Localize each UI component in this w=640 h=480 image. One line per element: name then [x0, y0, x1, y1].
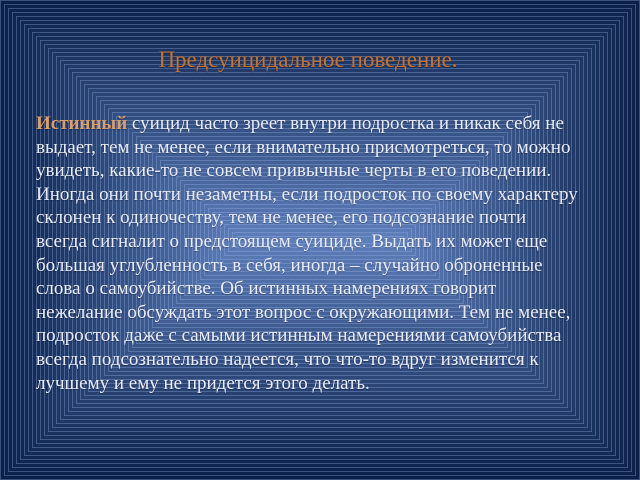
body-text-line: склонен к одиночеству, тем не менее, его подсознание почти	[36, 207, 527, 229]
body-text-line: подросток даже с самыми истинным намерениями самоубийства	[36, 325, 562, 347]
body-text-line: увидеть, какие-то не совсем привычные черты в его поведении.	[36, 160, 552, 182]
body-text-line: выдает, тем не менее, если внимательно присмотреться, то можно	[36, 136, 571, 158]
slide-title: Предсуицидальное поведение.	[158, 47, 458, 72]
body-text-line: лучшему и ему не придется этого делать.	[36, 372, 370, 394]
body-text-line: слова о самоубийстве. Об истинных намерениях говорит	[36, 278, 497, 300]
body-text-line: всегда сигналит о предстоящем суициде. Выдать их может еще	[36, 230, 548, 252]
body-text-segment: суицид часто зреет внутри подростка и никак себя не	[131, 113, 564, 134]
body-text-block	[36, 112, 614, 395]
body-text-line: большая углубленность в себя, иногда – случайно оброненные	[36, 254, 543, 276]
body-text-line: Иногда они почти незаметны, если подросток по своему характеру	[36, 183, 578, 205]
body-text-line: нежелание обсуждать этот вопрос с окружающими. Тем не менее,	[36, 301, 571, 323]
lead-word: Истинный	[36, 113, 128, 134]
body-text-line	[36, 112, 614, 136]
body-text-line: всегда подсознательно надеется, что что-то вдруг изменится к	[36, 348, 539, 370]
